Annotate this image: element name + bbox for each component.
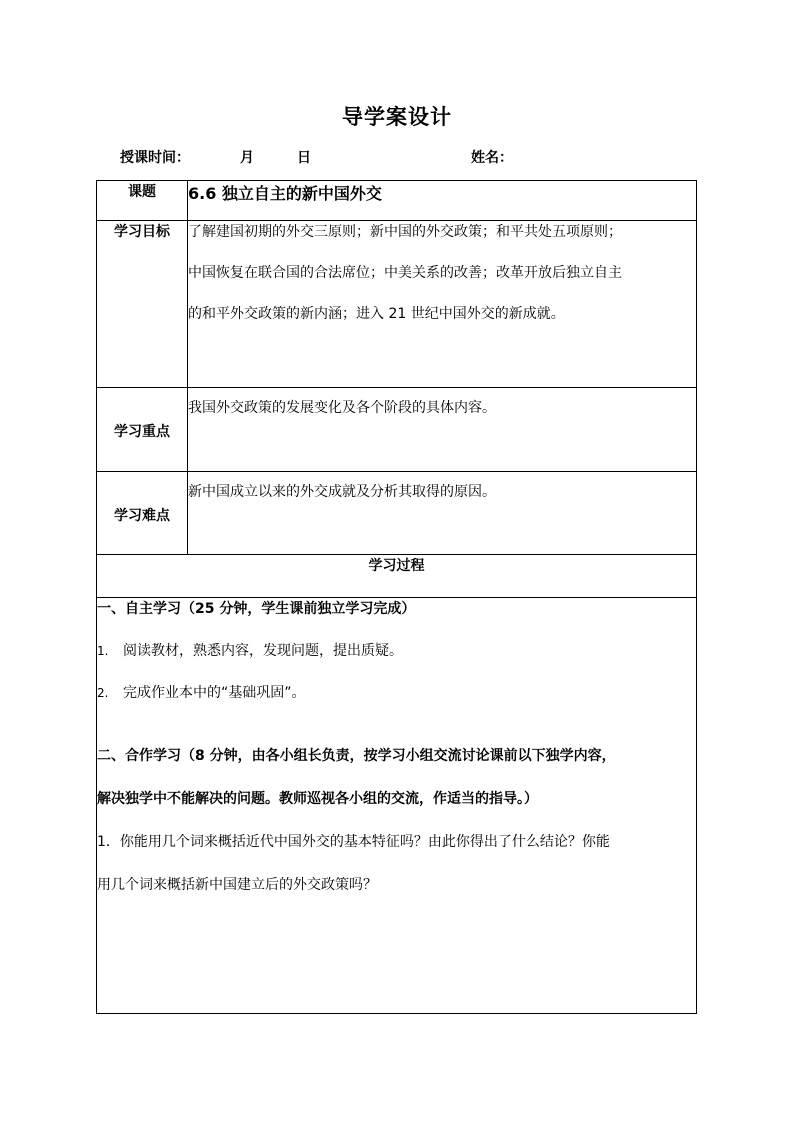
list-item: [97, 682, 696, 704]
keypoints-label: 学习重点: [97, 388, 188, 472]
list-text: 完成作业本中的“基础巩固”。: [123, 685, 306, 701]
section2-title-line2: 解决独学中不能解决的问题。教师巡视各小组的交流，作适当的指导。）: [97, 791, 538, 807]
process-header: 学习过程: [97, 555, 697, 598]
topic-value: 6.6 独立自主的新中国外交: [188, 181, 697, 221]
goal-line: 的和平外交政策的新内涵；进入 21 世纪中国外交的新成就。: [188, 306, 565, 322]
page-title: 导学案设计: [342, 105, 452, 129]
list-number: 2.: [97, 686, 109, 700]
topic-label: 课题: [97, 181, 188, 221]
date-label: 授课时间：: [120, 150, 190, 166]
goals-label: 学习目标: [97, 221, 188, 388]
section2-title-line1: 二、合作学习（8 分钟，由各小组长负责，按学习小组交流讨论课前以下独学内容，: [97, 748, 616, 764]
list-text: 阅读教材，熟悉内容，发现问题，提出质疑。: [123, 643, 403, 659]
goal-line: 了解建国初期的外交三原则；新中国的外交政策；和平共处五项原则；: [188, 224, 622, 240]
month-label: 月: [240, 150, 254, 166]
difficulty-value: 新中国成立以来的外交成就及分析其取得的原因。: [188, 472, 697, 555]
day-label: 日: [297, 150, 311, 166]
lesson-table: [96, 180, 697, 1014]
difficulty-label: 学习难点: [97, 472, 188, 555]
keypoints-value: 我国外交政策的发展变化及各个阶段的具体内容。: [188, 388, 697, 472]
list-number: 1.: [97, 644, 109, 658]
process-body: [97, 598, 697, 1014]
question1-line2: 用几个词来概括新中国建立后的外交政策吗？: [97, 877, 377, 893]
goals-content: [188, 221, 697, 388]
list-item: [97, 640, 696, 662]
section1-title: 一、自主学习（25 分钟，学生课前独立学习完成）: [97, 601, 416, 617]
question1-line1: 1．你能用几个词来概括近代中国外交的基本特征吗？由此你得出了什么结论？你能: [97, 834, 610, 850]
goal-line: 中国恢复在联合国的合法席位；中美关系的改善；改革开放后独立自主: [188, 265, 622, 281]
name-label: 姓名：: [471, 150, 513, 166]
